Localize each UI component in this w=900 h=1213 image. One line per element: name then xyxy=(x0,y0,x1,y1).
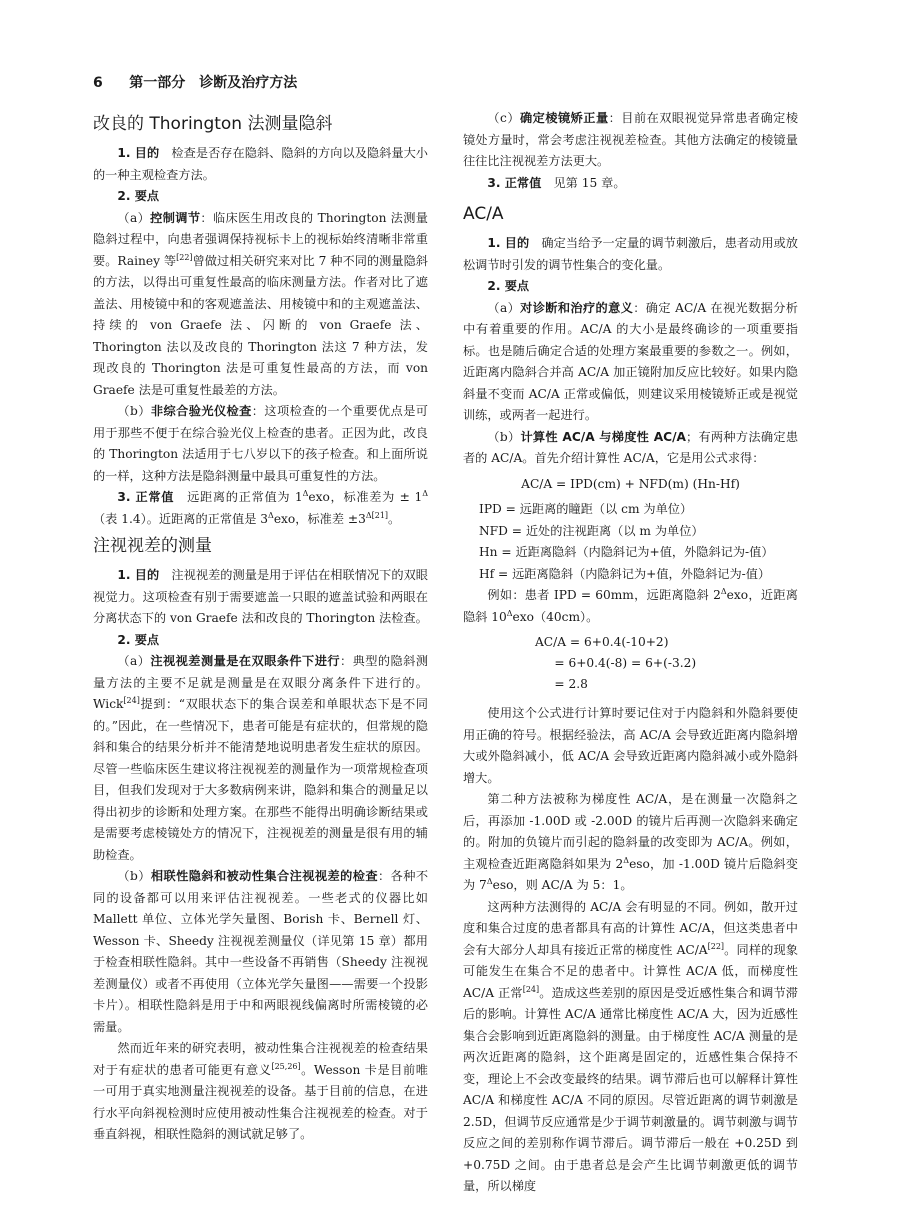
paragraph: （a）对诊断和治疗的意义：确定 AC/A 在视光数据分析中有着重要的作用。AC/A 的大小是最终确诊的一项重要指标。也是随后确定合适的处理方案最重要的参数之一。例如，近距离内隐斜合并高 AC/A 加正镜附加反应比较好。如果内隐斜量不变而 AC/A 正常或偏低，则建议采用棱镜矫正或是视觉训练，或两者一起进行。 xyxy=(463,300,798,422)
citation: [21] xyxy=(371,510,389,520)
definition: Hn = 近距离隐斜（内隐斜记为+值，外隐斜记为-值） xyxy=(479,545,774,559)
paragraph: 1. 目的 注视视差的测量是用于评估在相联情况下的双眼视觉力。这项检查有别于需要遮盖一只眼的遮盖试验和两眼在分离状态下的 von Graefe 法和改良的 Thorington 法检查。 xyxy=(93,568,428,625)
citation: [25,26] xyxy=(271,1061,301,1071)
definition: IPD = 远距离的瞳距（以 cm 为单位） xyxy=(479,502,693,516)
paragraph: 3. 正常值 远距离的正常值为 $1^\Delta exo$，标准差为 ± $1^\Delta$（表 1.4）。近距离的正常值是 $3^\Delta exo$，标准差 $\pm 3^{\Delta[21]}$。 xyxy=(93,488,428,526)
section-title-fixation-disparity: 注视视差的测量 xyxy=(93,536,212,556)
paragraph: （b）相联性隐斜和被动性集合注视视差的检查：各种不同的设备都可以用来评估注视视差。一些老式的仪器比如 Mallett 单位、立体光学矢量图、Borish 卡、Bernell 灯、Wesson 卡、Sheedy 注视视差测量仪（详见第 15 章）都用于检查相联性隐斜。其中一些设备不再销售（Sheedy 注视视差测量仪）或者不再使用（立体光学矢量图——需要一个投影卡片）。相联性隐斜是用于中和两眼视线偏离时所需棱镜的必需量。 xyxy=(93,869,429,1034)
paragraph: 然而近年来的研究表明，被动性集合注视视差的检查结果对于有症状的患者可能更有意义[25,26]。Wesson 卡是目前唯一可用于真实地测量注视视差的设备。基于目前的信息，在进行水平向斜视检测时应使用被动性集合注视视差的检查。对于垂直斜视，相联性隐斜的测试就足够了。 xyxy=(93,1041,428,1141)
citation: [22] xyxy=(707,941,725,951)
citation: [22] xyxy=(176,252,193,262)
label: 3. 正常值 xyxy=(117,490,175,504)
section-title-thorington: 改良的 Thorington 法测量隐斜 xyxy=(93,114,333,134)
paragraph xyxy=(93,630,428,652)
definition: NFD = 近处的注视距离（以 m 为单位） xyxy=(479,523,704,538)
label: 1. 目的 xyxy=(117,146,160,160)
label: 对诊断和治疗的意义 xyxy=(520,300,634,315)
running-header xyxy=(93,72,297,94)
paragraph: 使用这个公式进行计算时要记住对于内隐斜和外隐斜要使用正确的符号。根据经验法，高 AC/A 会导致近距离内隐斜增大或外隐斜减小，低 AC/A 会导致近距离内隐斜减小或外隐斜增大。 xyxy=(463,706,798,785)
paragraph: （c）确定棱镜矫正量：目前在双眼视觉异常患者确定棱镜处方量时，常会考虑注视视差检查。其他方法确定的棱镜量往往比注视视差方法更大。 xyxy=(463,111,799,168)
label: 3. 正常值 xyxy=(487,175,542,190)
paragraph: 这两种方法测得的 AC/A 会有明显的不同。例如，散开过度和集合过度的患者都具有高的计算性 AC/A，但这类患者中会有大部分人却具有接近正常的梯度性 AC/A[22]。同样的现象可能发生在集合不足的患者中。计算性 AC/A 低，而梯度性 AC/A 正常[24]。造成这些差别的原因是受近感性集合和调节滞后的影响。计算性 AC/A 通常比梯度性 AC/A 大，因为近感性集合会影响到近距离隐斜的测量。由于梯度性 AC/A 测量的是两次近距离的隐斜，这个距离是固定的，近感性集合保持不变，理论上不会改变最终的结果。调节滞后也可以解释计算性 AC/A 和梯度性 AC/A 不同的原因。尽管近距离的调节刺激是 2.5D，但调节反应通常是少于调节刺激量的。调节刺激与调节反应之间的差别称作调节滞后。调节滞后一般在 +0.25D 到 +0.75D 之间。由于患者总是会产生比调节刺激更低的调节量，所以梯度 xyxy=(463,899,798,1193)
label: 控制调节 xyxy=(150,210,201,225)
label: 2. 要点 xyxy=(487,279,530,293)
label: 注视视差测量是在双眼条件下进行 xyxy=(150,654,340,668)
paragraph: 3. 正常值 见第 15 章。 xyxy=(487,175,626,190)
paragraph: （b）计算性 AC/A 与梯度性 AC/A；有两种方法确定患者的 AC/A。首先介绍计算性 AC/A，它是用公式求得： xyxy=(463,429,799,465)
paragraph: 例如：患者 IPD = 60mm，远距离隐斜 $2^\Delta exo$，近距离隐斜 $10^\Delta exo(40cm)$。 xyxy=(463,586,798,624)
paragraph: （a）注视视差测量是在双眼条件下进行：典型的隐斜测量方法的主要不足就是测量是在双眼分离条件下进行的。Wick[24]提到：“双眼状态下的集合误差和单眼状态下是不同的。”因此，在一些情况下，患者可能是有症状的，但常规的隐斜和集合的结果分析并不能清楚地说明患者发生症状的原因。尽管一些临床医生建议将注视视差的测量作为一项常规检查项目，但我们发现对于大多数病例来讲，隐斜和集合的测量足以得出初步的诊断和处理方案。在那些不能得出明确诊断结果或是需要考虑棱镜处方的情况下，注视视差的测量是很有用的辅助检查。 xyxy=(93,654,429,862)
citation: [24] xyxy=(123,695,140,705)
right-column xyxy=(463,108,798,1198)
formula: AC/A = IPD(cm) + NFD(m) (Hn-Hf) xyxy=(521,476,740,491)
label: 相联性隐斜和被动性集合注视视差的检查 xyxy=(150,869,378,883)
label: 1. 目的 xyxy=(487,236,530,250)
label: 计算性 AC/A 与梯度性 AC/A xyxy=(520,429,686,444)
paragraph: （b）非综合验光仪检查：这项检查的一个重要优点是可用于那些不便于在综合验光仪上检查的患者。正因为此，改良的 Thorington 法适用于七八岁以下的孩子检查。和上面所说的一样，这种方法是隐斜测量中最具可重复性的方法。 xyxy=(93,404,428,483)
label: 确定棱镜矫正量 xyxy=(520,111,609,125)
section-title-aca: AC/A xyxy=(463,204,504,224)
calculation: AC/A = 6+0.4(-10+2) = 6+0.4(-8) = 6+(-3.2) = 2.8 xyxy=(535,635,697,691)
citation: [24] xyxy=(522,984,540,994)
paragraph xyxy=(463,276,798,298)
left-column xyxy=(93,108,428,1146)
label: 1. 目的 xyxy=(117,568,160,582)
paragraph: 1. 目的 确定当给予一定量的调节刺激后，患者动用或放松调节时引发的调节性集合的变化量。 xyxy=(463,236,798,272)
label: 非综合验光仪检查 xyxy=(150,404,252,418)
page-number: 6 xyxy=(93,75,103,91)
paragraph: 第二种方法被称为梯度性 AC/A，是在测量一次隐斜之后，再添加 -1.00D 或 -2.00D 的镜片后再测一次隐斜来确定的。附加的负镜片而引起的隐斜量的改变即为 AC/A。例如，主观检查近距离隐斜如果为 $2^\Delta eso$，加 -1.00D 镜片后隐斜变为 $7^\Delta eso$，则 AC/A 为 5：1。 xyxy=(463,792,798,892)
paragraph: 1. 目的 检查是否存在隐斜、隐斜的方向以及隐斜量大小的一种主观检查方法。 xyxy=(93,146,428,182)
paragraph: （a）控制调节：临床医生用改良的 Thorington 法测量隐斜过程中，向患者强调保持视标卡上的视标始终清晰非常重要。Rainey 等[22]曾做过相关研究来对比 7 种不同的测量隐斜的方法，以得出可重复性最高的临床测量方法。作者对比了遮盖法、用棱镜中和的客观遮盖法、用棱镜中和的主观遮盖法、持续的 von Graefe 法、闪断的 von Graefe 法、Thorington 法以及改良的 Thorington 法这 7 种方法，发现改良的 Thorington 法是可重复性最高的方法，而 von Graefe 法是可重复性最差的方法。 xyxy=(93,210,429,397)
label: 2. 要点 xyxy=(117,632,160,647)
label: 2. 要点 xyxy=(117,189,160,203)
definition: Hf = 远距离隐斜（内隐斜记为+值，外隐斜记为-值） xyxy=(479,566,771,581)
chapter-title: 第一部分 诊断及治疗方法 xyxy=(129,75,298,91)
paragraph xyxy=(93,186,428,208)
